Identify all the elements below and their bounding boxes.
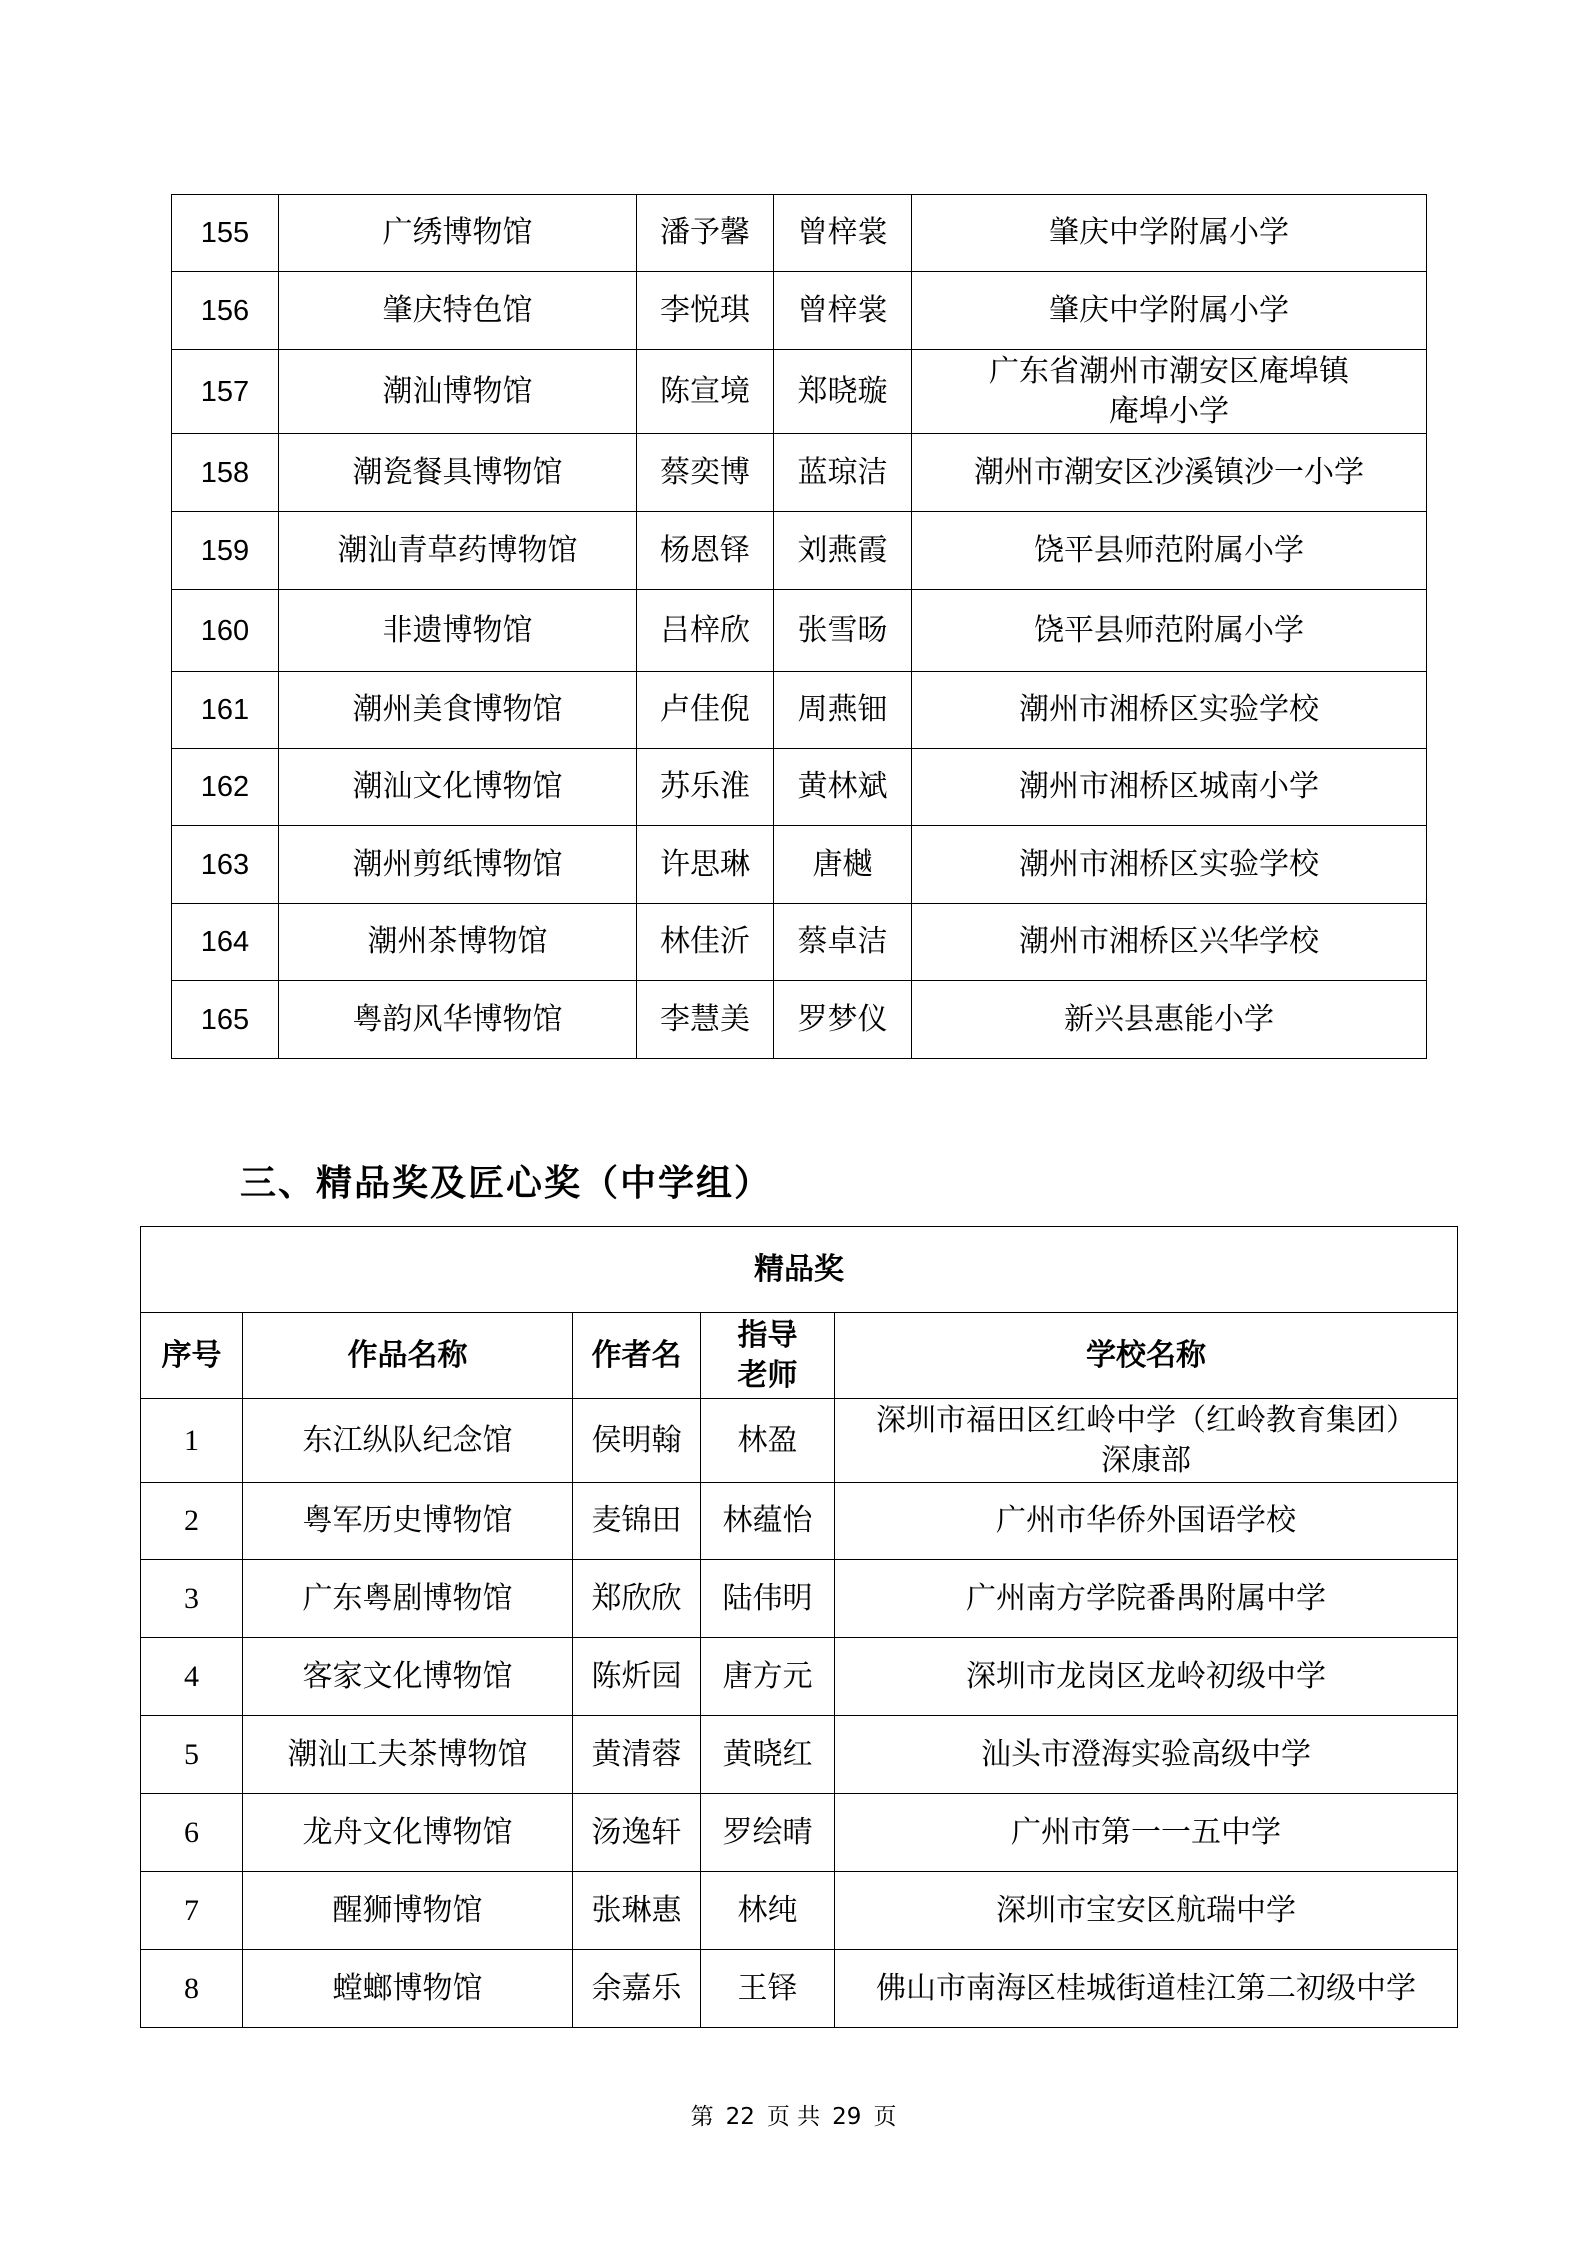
header-school: 学校名称 — [835, 1313, 1458, 1399]
table-row — [172, 749, 1427, 826]
cell-teacher: 罗绘晴 — [701, 1794, 835, 1872]
table-row — [141, 1716, 1458, 1794]
cell-teacher: 唐樾 — [774, 826, 912, 904]
cell-teacher: 周燕钿 — [774, 672, 912, 749]
cell-author: 李悦琪 — [637, 272, 774, 350]
header-num: 序号 — [141, 1313, 243, 1399]
cell-school: 新兴县惠能小学 — [912, 981, 1427, 1059]
cell-teacher: 林蕴怡 — [701, 1483, 835, 1560]
table-row — [141, 1638, 1458, 1716]
cell-author: 陈宣境 — [637, 350, 774, 434]
cell-work: 潮州美食博物馆 — [279, 672, 637, 749]
cell-work: 广绣博物馆 — [279, 195, 637, 272]
award-table-continued-body — [172, 195, 1427, 1059]
cell-num: 165 — [172, 981, 279, 1059]
premium-award-table-head — [141, 1227, 1458, 1399]
cell-school: 广州南方学院番禺附属中学 — [835, 1560, 1458, 1638]
premium-award-table-body — [141, 1399, 1458, 2028]
footer-prefix: 第 — [690, 2104, 714, 2130]
cell-teacher: 张雪旸 — [774, 590, 912, 672]
cell-teacher: 唐方元 — [701, 1638, 835, 1716]
cell-num: 3 — [141, 1560, 243, 1638]
table-row — [172, 590, 1427, 672]
cell-num: 159 — [172, 512, 279, 590]
cell-teacher: 曾梓裳 — [774, 195, 912, 272]
cell-author: 许思琳 — [637, 826, 774, 904]
cell-work: 潮汕青草药博物馆 — [279, 512, 637, 590]
header-teacher: 指导 老师 — [701, 1313, 835, 1399]
cell-num: 160 — [172, 590, 279, 672]
cell-school: 佛山市南海区桂城街道桂江第二初级中学 — [835, 1950, 1458, 2028]
cell-author: 张琳惠 — [573, 1872, 701, 1950]
cell-school: 广东省潮州市潮安区庵埠镇 庵埠小学 — [912, 350, 1427, 434]
cell-school: 潮州市湘桥区城南小学 — [912, 749, 1427, 826]
cell-school: 深圳市福田区红岭中学（红岭教育集团） 深康部 — [835, 1399, 1458, 1483]
cell-school: 广州市第一一五中学 — [835, 1794, 1458, 1872]
cell-num: 164 — [172, 904, 279, 981]
cell-num: 155 — [172, 195, 279, 272]
header-work: 作品名称 — [243, 1313, 573, 1399]
table-row — [172, 981, 1427, 1059]
table-row — [172, 904, 1427, 981]
cell-teacher: 林盈 — [701, 1399, 835, 1483]
table-row — [172, 672, 1427, 749]
cell-work: 螳螂博物馆 — [243, 1950, 573, 2028]
cell-school: 潮州市湘桥区兴华学校 — [912, 904, 1427, 981]
cell-teacher: 曾梓裳 — [774, 272, 912, 350]
cell-author: 吕梓欣 — [637, 590, 774, 672]
cell-work: 广东粤剧博物馆 — [243, 1560, 573, 1638]
cell-author: 蔡奕博 — [637, 434, 774, 512]
cell-author: 李慧美 — [637, 981, 774, 1059]
table-row — [172, 434, 1427, 512]
cell-author: 郑欣欣 — [573, 1560, 701, 1638]
table-row — [172, 350, 1427, 434]
page-footer — [0, 2098, 1587, 2131]
cell-work: 粤韵风华博物馆 — [279, 981, 637, 1059]
cell-teacher: 蔡卓洁 — [774, 904, 912, 981]
cell-num: 6 — [141, 1794, 243, 1872]
footer-suffix: 页 — [873, 2104, 897, 2130]
table-row — [141, 1950, 1458, 2028]
cell-teacher: 郑晓璇 — [774, 350, 912, 434]
cell-teacher: 黄林斌 — [774, 749, 912, 826]
cell-work: 潮汕工夫茶博物馆 — [243, 1716, 573, 1794]
cell-work: 非遗博物馆 — [279, 590, 637, 672]
cell-num: 163 — [172, 826, 279, 904]
table-row — [172, 512, 1427, 590]
cell-num: 7 — [141, 1872, 243, 1950]
cell-num: 158 — [172, 434, 279, 512]
cell-school: 广州市华侨外国语学校 — [835, 1483, 1458, 1560]
cell-num: 156 — [172, 272, 279, 350]
cell-teacher: 林纯 — [701, 1872, 835, 1950]
cell-school: 肇庆中学附属小学 — [912, 272, 1427, 350]
footer-middle: 页 共 — [766, 2104, 821, 2130]
cell-school: 肇庆中学附属小学 — [912, 195, 1427, 272]
cell-num: 2 — [141, 1483, 243, 1560]
cell-teacher: 黄晓红 — [701, 1716, 835, 1794]
footer-page-number: 22 — [725, 2104, 755, 2130]
cell-school: 饶平县师范附属小学 — [912, 512, 1427, 590]
cell-num: 162 — [172, 749, 279, 826]
section-heading: 三、精品奖及匠心奖（中学组） — [240, 1163, 773, 1204]
cell-author: 潘予馨 — [637, 195, 774, 272]
cell-teacher: 刘燕霞 — [774, 512, 912, 590]
table-row — [141, 1560, 1458, 1638]
cell-author: 汤逸轩 — [573, 1794, 701, 1872]
cell-school: 潮州市潮安区沙溪镇沙一小学 — [912, 434, 1427, 512]
cell-author: 黄清蓉 — [573, 1716, 701, 1794]
cell-school: 深圳市宝安区航瑞中学 — [835, 1872, 1458, 1950]
table-row — [141, 1794, 1458, 1872]
cell-teacher: 蓝琼洁 — [774, 434, 912, 512]
cell-work: 粤军历史博物馆 — [243, 1483, 573, 1560]
cell-author: 苏乐淮 — [637, 749, 774, 826]
cell-school: 汕头市澄海实验高级中学 — [835, 1716, 1458, 1794]
cell-author: 卢佳倪 — [637, 672, 774, 749]
table-row — [141, 1872, 1458, 1950]
cell-school: 潮州市湘桥区实验学校 — [912, 672, 1427, 749]
cell-num: 4 — [141, 1638, 243, 1716]
cell-school: 潮州市湘桥区实验学校 — [912, 826, 1427, 904]
cell-num: 8 — [141, 1950, 243, 2028]
table-row — [172, 272, 1427, 350]
cell-work: 潮瓷餐具博物馆 — [279, 434, 637, 512]
cell-teacher: 陆伟明 — [701, 1560, 835, 1638]
cell-work: 醒狮博物馆 — [243, 1872, 573, 1950]
cell-work: 潮州剪纸博物馆 — [279, 826, 637, 904]
header-author: 作者名 — [573, 1313, 701, 1399]
cell-author: 余嘉乐 — [573, 1950, 701, 2028]
cell-num: 161 — [172, 672, 279, 749]
cell-author: 侯明翰 — [573, 1399, 701, 1483]
table-row — [141, 1399, 1458, 1483]
cell-teacher: 王铎 — [701, 1950, 835, 2028]
cell-num: 157 — [172, 350, 279, 434]
table-row — [172, 195, 1427, 272]
table-row — [141, 1483, 1458, 1560]
cell-num: 1 — [141, 1399, 243, 1483]
footer-total-pages: 29 — [832, 2104, 862, 2130]
cell-work: 潮汕文化博物馆 — [279, 749, 637, 826]
cell-author: 林佳沂 — [637, 904, 774, 981]
cell-school: 深圳市龙岗区龙岭初级中学 — [835, 1638, 1458, 1716]
cell-num: 5 — [141, 1716, 243, 1794]
cell-author: 陈炘园 — [573, 1638, 701, 1716]
cell-school: 饶平县师范附属小学 — [912, 590, 1427, 672]
cell-work: 龙舟文化博物馆 — [243, 1794, 573, 1872]
cell-teacher: 罗梦仪 — [774, 981, 912, 1059]
award-table-continued — [171, 194, 1427, 1059]
cell-work: 潮州茶博物馆 — [279, 904, 637, 981]
cell-author: 麦锦田 — [573, 1483, 701, 1560]
cell-work: 潮汕博物馆 — [279, 350, 637, 434]
cell-work: 客家文化博物馆 — [243, 1638, 573, 1716]
cell-work: 肇庆特色馆 — [279, 272, 637, 350]
table-caption: 精品奖 — [141, 1227, 1458, 1313]
table-row — [172, 826, 1427, 904]
cell-work: 东江纵队纪念馆 — [243, 1399, 573, 1483]
cell-author: 杨恩铎 — [637, 512, 774, 590]
premium-award-table — [140, 1226, 1458, 2028]
